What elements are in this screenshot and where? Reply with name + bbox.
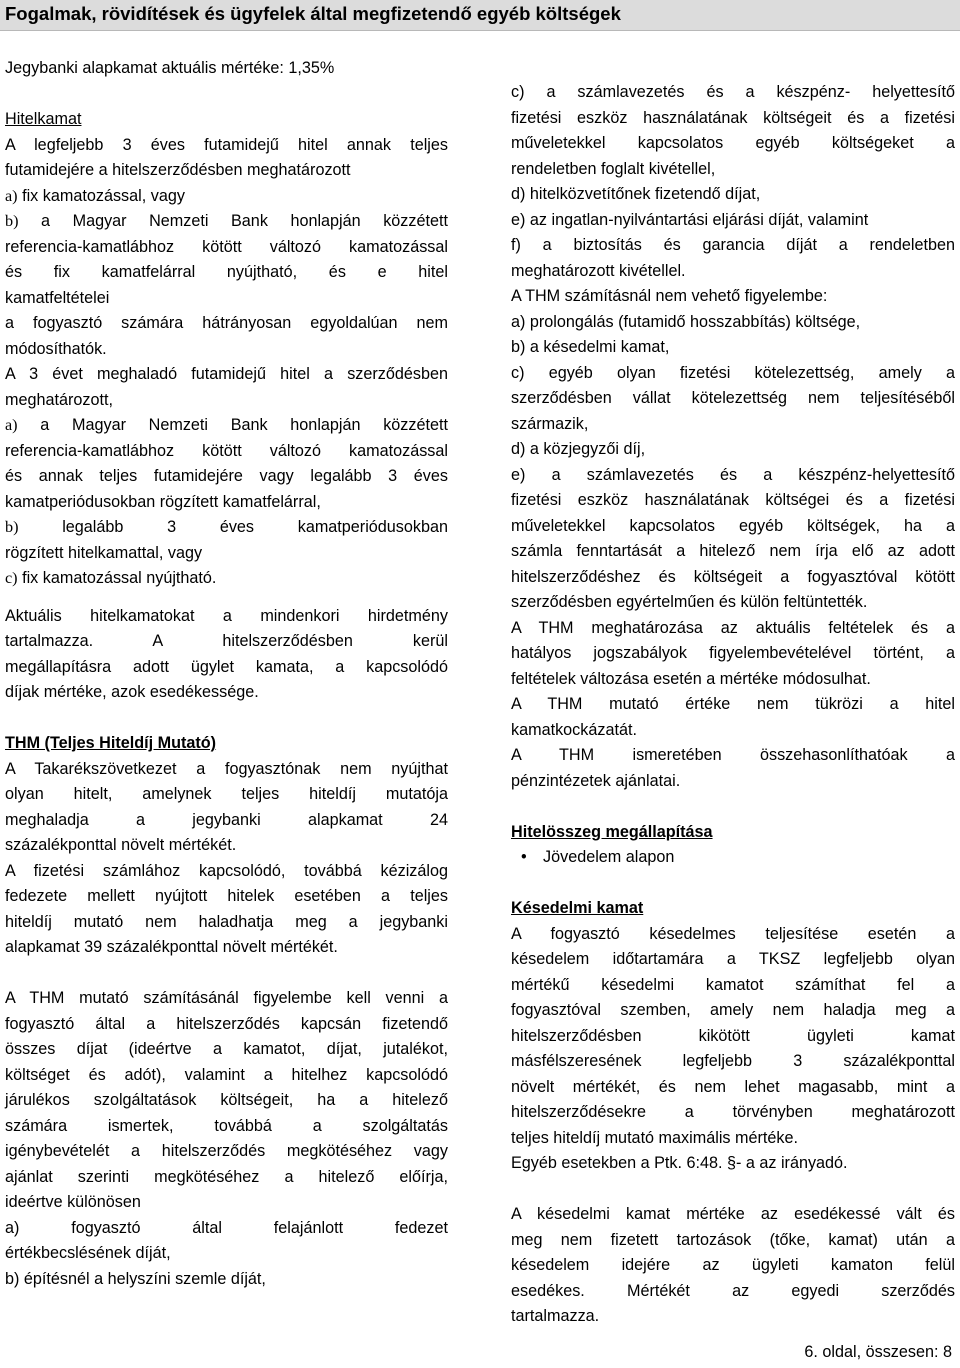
list-marker: a): [5, 186, 18, 205]
line-text: f) a biztosítás és garancia díját a rendeletben: [511, 236, 955, 254]
line-text: díjak mértéke, azok esedékessége.: [5, 683, 259, 701]
line-text: d) a közjegyzői díj,: [511, 440, 646, 458]
text-line: [5, 808, 448, 834]
line-text: járulékos szolgáltatások költségeit, ha a hitelező: [5, 1091, 448, 1109]
text-line: [511, 1151, 955, 1177]
line-text: hitelszerződésekre a törvényben meghatározott: [511, 1103, 955, 1121]
line-text: növelt mértékét, és nem lehet magasabb, mint a: [511, 1077, 955, 1096]
list-item: [511, 845, 955, 871]
line-text: szerződésben vállat kötelezettség nem teljesítéséből: [511, 389, 955, 407]
text-line: [511, 514, 955, 540]
line-text: igénybevételét a hitelszerződés megkötéséhez vagy: [5, 1142, 448, 1160]
text-line: [5, 311, 448, 337]
line-text: módosíthatók.: [5, 339, 107, 358]
text-line: [511, 335, 955, 361]
text-line: [511, 539, 955, 565]
text-line: [5, 986, 448, 1012]
line-text: b) a késedelmi kamat,: [511, 338, 670, 356]
text-line: [511, 769, 955, 795]
text-line: [5, 1267, 448, 1293]
text-line: [511, 208, 955, 234]
section-heading-hitelosszeg: Hitelösszeg megállapítása: [511, 822, 713, 841]
line-text: ideértve különösen: [5, 1193, 141, 1211]
text-line: [511, 998, 955, 1024]
section-heading-thm: THM (Teljes Hiteldíj Mutató): [5, 734, 217, 752]
line-text: a) prolongálás (futamidő hosszabbítás) költsége,: [511, 312, 861, 331]
text-line: [511, 310, 955, 336]
line-text: a fogyasztó számára hátrányosan egyoldalúan nem: [5, 314, 448, 332]
line-text: számla fenntartását a hitelező nem írja elő az adott: [511, 542, 955, 560]
line-text: c) a számlavezetés és a készpénz- helyettesítő: [511, 83, 955, 101]
line-text: A legfeljebb 3 éves futamidejű hitel annak teljes: [5, 135, 448, 154]
text-line: [5, 439, 448, 465]
line-text: A fizetési számlához kapcsolódó, továbbá kézizálog: [5, 861, 448, 880]
list-marker: a): [5, 416, 18, 434]
left-column: [5, 56, 448, 1292]
list-marker: b): [5, 212, 19, 230]
line-text: hiteldíj mutató nem haladhatja meg a jegybanki: [5, 912, 448, 931]
text-line: [511, 386, 955, 412]
line-text: kamatfeltételei: [5, 288, 110, 307]
text-line: [511, 922, 955, 948]
line-text: és fix kamatfelárral nyújtható, és e hitel: [5, 263, 448, 281]
line-text: feltételek változása esetén a mértéke módosulhat.: [511, 669, 871, 688]
text-line: [5, 1114, 448, 1140]
line-text: fizetési eszköz használatának költségei és a fizetési: [511, 491, 955, 509]
line-text: meghatározott kivétellel.: [511, 261, 686, 280]
line-text: késedelem idejére az ügyleti kamaton felül: [511, 1256, 955, 1274]
text-line: [5, 859, 448, 885]
line-text: megállapításra adott ügylet kamata, a kapcsolódó: [5, 657, 448, 676]
line-text: a Magyar Nemzeti Bank honlapján közzétett: [41, 212, 448, 230]
bullet-icon: •: [521, 848, 527, 866]
text-line: [5, 782, 448, 808]
aktualis-paragraph: [5, 604, 448, 706]
text-line: [511, 361, 955, 387]
text-line: [511, 1202, 955, 1228]
header-bar: [0, 0, 960, 31]
line-text: hitelszerződéshez és költségeit a fogyasztóval kötött: [511, 567, 955, 586]
line-text: A fogyasztó késedelmes teljesítése esetén a: [511, 924, 955, 943]
line-text: referencia-kamatlábhoz kötött változó kamatozással: [5, 441, 448, 460]
text-line: [5, 655, 448, 681]
line-text: referencia-kamatlábhoz kötött változó kamatozással: [5, 237, 448, 256]
list-marker: c): [5, 569, 18, 587]
section-heading-keselmi: Késedelmi kamat: [511, 899, 644, 917]
line-text: fedezete mellett nyújtott hitelek esetében a teljes: [5, 887, 448, 905]
text-line: [511, 1304, 955, 1330]
line-text: d) hitelközvetítőnek fizetendő díjat,: [511, 185, 761, 203]
text-line: [511, 259, 955, 285]
keselmi-body: [511, 922, 955, 1177]
text-line: [5, 629, 448, 655]
line-text: másfélszeresének legfeljebb 3 százalékponttal: [511, 1052, 955, 1070]
text-line: [5, 541, 448, 567]
text-line: [5, 1165, 448, 1191]
text-line: [5, 184, 448, 210]
line-text: b) építésnél a helyszíni szemle díját,: [5, 1269, 266, 1288]
text-line: [511, 667, 955, 693]
line-text: meghatározott,: [5, 390, 113, 409]
line-text: A THM számításnál nem vehető figyelembe:: [511, 287, 828, 305]
line-text: összes díjat (ideértve a kamatot, díjat, jutalékot,: [5, 1040, 448, 1058]
text-line: [511, 692, 955, 718]
text-line: [511, 233, 955, 259]
thm-calc-paragraph: [5, 986, 448, 1292]
thm-body: [5, 757, 448, 961]
text-line: [511, 1279, 955, 1305]
text-line: [5, 884, 448, 910]
line-text: e) az ingatlan-nyilvántartási eljárási díját, valamint: [511, 210, 869, 229]
text-line: [511, 616, 955, 642]
text-line: [5, 388, 448, 414]
text-line: [511, 1049, 955, 1075]
line-text: késedelem időtartamára a TKSZ legfeljebb olyan: [511, 950, 955, 968]
text-line: [5, 362, 448, 388]
line-text: A THM meghatározása az aktuális feltételek és a: [511, 618, 955, 637]
page-number: 6. oldal, összesen: 8: [804, 1343, 952, 1361]
line-text: A Takarékszövetkezet a fogyasztónak nem nyújthat: [5, 759, 448, 778]
text-line: [5, 235, 448, 261]
text-line: [511, 947, 955, 973]
line-text: és annak teljes futamidejére vagy legalább 3 éves: [5, 467, 448, 485]
text-line: [511, 131, 955, 157]
line-text: olyan hitelt, amelynek teljes hiteldíj mutatója: [5, 785, 448, 803]
text-line: [511, 1126, 955, 1152]
text-line: [5, 286, 448, 312]
line-text: fizetési eszköz használatának költségeit és a fizetési: [511, 108, 955, 127]
bullet-text: Jövedelem alapon: [543, 848, 675, 866]
text-line: [511, 80, 955, 106]
text-line: [5, 1063, 448, 1089]
text-line: [511, 565, 955, 591]
line-text: szerződésben egyértelműen és külön feltüntették.: [511, 593, 868, 611]
line-text: fogyasztóval szemben, amely nem haladja meg a: [511, 1001, 955, 1019]
line-text: Egyéb esetekben a Ptk. 6:48. §- a az irányadó.: [511, 1154, 848, 1172]
text-line: [5, 833, 448, 859]
text-line: [5, 490, 448, 516]
text-line: [511, 1075, 955, 1101]
line-text: esedékes. Mértékét az egyedi szerződés: [511, 1281, 955, 1300]
text-line: [5, 158, 448, 184]
text-line: [5, 680, 448, 706]
line-text: értékbecslésének díját,: [5, 1244, 171, 1262]
list-marker: b): [5, 518, 19, 536]
text-line: [5, 1216, 448, 1242]
line-text: A 3 évet meghaladó futamidejű hitel a szerződésben: [5, 365, 448, 383]
line-text: tartalmazza.: [511, 1307, 600, 1325]
text-line: [511, 641, 955, 667]
line-text: kamatkockázatát.: [511, 720, 637, 739]
line-text: fix kamatozással nyújtható.: [22, 569, 217, 587]
text-line: [5, 1241, 448, 1267]
line-text: meghaladja a jegybanki alapkamat 24: [5, 810, 448, 829]
line-text: A THM mutató számításánál figyelembe kell venni a: [5, 989, 448, 1007]
line-text: alapkamat 39 százalékponttal növelt mértékét.: [5, 938, 338, 956]
line-text: Aktuális hitelkamatokat a mindenkori hirdetmény: [5, 606, 448, 625]
text-line: [5, 133, 448, 159]
line-text: műveletekkel kapcsolatos egyéb költségek, ha a: [511, 516, 955, 535]
text-line: [511, 743, 955, 769]
line-text: rendeletben foglalt kivétellel,: [511, 159, 716, 178]
text-line: [5, 1037, 448, 1063]
text-line: [511, 1253, 955, 1279]
line-text: fix kamatozással, vagy: [22, 186, 185, 205]
line-text: legalább 3 éves kamatperiódusokban: [62, 518, 449, 536]
line-text: költséget és adót), valamint a hitelhez kapcsolódó: [5, 1065, 448, 1084]
line-text: mértékű késedelmi kamatot számíthat fel a: [511, 975, 955, 994]
line-text: meg nem fizetett tartozások (tőke, kamat) után a: [511, 1230, 955, 1249]
text-line: [511, 1228, 955, 1254]
line-text: A THM mutató értéke nem tükrözi a hitel: [511, 695, 955, 713]
page-title: Fogalmak, rövidítések és ügyfelek által megfizetendő egyéb költségek: [5, 3, 621, 24]
text-line: [5, 515, 448, 541]
text-line: [5, 260, 448, 286]
line-text: ajánlat szerinti megkötéséhez a hitelező előírja,: [5, 1167, 448, 1186]
text-line: [511, 1100, 955, 1126]
text-line: [5, 910, 448, 936]
line-text: c) egyéb olyan fizetési kötelezettség, amely a: [511, 363, 955, 382]
line-text: kamatperiódusokban rögzített kamatfelárral,: [5, 492, 321, 511]
text-line: [5, 1088, 448, 1114]
line-text: A késedelmi kamat mértéke az esedékessé vált és: [511, 1205, 955, 1223]
text-line: [511, 437, 955, 463]
text-line: [511, 973, 955, 999]
text-line: [511, 284, 955, 310]
hitelkamat-body: [5, 133, 448, 592]
line-text: hatályos jogszabályok figyelembevételével történt, a: [511, 644, 955, 662]
line-text: rögzített hitelkamattal, vagy: [5, 543, 203, 562]
text-line: [511, 590, 955, 616]
line-text: A THM ismeretében összehasonlíthatóak a: [511, 746, 955, 764]
text-line: [5, 935, 448, 961]
text-line: [511, 412, 955, 438]
text-line: [511, 106, 955, 132]
text-line: [5, 209, 448, 235]
line-text: fogyasztó által a hitelszerződés kapcsán fizetendő: [5, 1014, 448, 1033]
text-line: [5, 1012, 448, 1038]
text-line: [511, 157, 955, 183]
line-text: a) fogyasztó által felajánlott fedezet: [5, 1218, 448, 1237]
line-text: hitelszerződésben kikötött ügyleti kamat: [511, 1026, 955, 1045]
text-line: [5, 604, 448, 630]
text-line: [5, 1139, 448, 1165]
keselmi-second-paragraph: [511, 1202, 955, 1330]
line-text: származik,: [511, 414, 589, 433]
section-heading-hitelkamat: Hitelkamat: [5, 110, 82, 128]
text-line: [5, 464, 448, 490]
text-line: [5, 413, 448, 439]
line-text: műveletekkel kapcsolatos egyéb költségeket a: [511, 134, 955, 152]
line-text: tartalmazza. A hitelszerződésben kerül: [5, 632, 448, 650]
line-text: teljes hiteldíj mutató maximális mértéke.: [511, 1128, 798, 1147]
line-text: futamidejére a hitelszerződésben meghatározott: [5, 161, 351, 179]
line-text: százalékponttal növelt mértékét.: [5, 836, 237, 854]
line-text: pénzintézetek ajánlatai.: [511, 771, 681, 790]
text-line: [5, 757, 448, 783]
text-line: [511, 488, 955, 514]
right-column: [511, 80, 955, 1330]
text-line: [5, 566, 448, 592]
text-line: [511, 1024, 955, 1050]
text-line: [5, 337, 448, 363]
text-line: [511, 463, 955, 489]
text-line: [511, 182, 955, 208]
base-rate-text: Jegybanki alapkamat aktuális mértéke: 1,35%: [5, 59, 335, 77]
text-line: [5, 1190, 448, 1216]
thm-continued-body: [511, 80, 955, 794]
line-text: számára ismertek, továbbá a szolgáltatás: [5, 1116, 448, 1135]
line-text: e) a számlavezetés és a készpénz-helyettesítő: [511, 465, 955, 484]
text-line: [511, 718, 955, 744]
line-text: a Magyar Nemzeti Bank honlapján közzétett: [40, 416, 448, 434]
